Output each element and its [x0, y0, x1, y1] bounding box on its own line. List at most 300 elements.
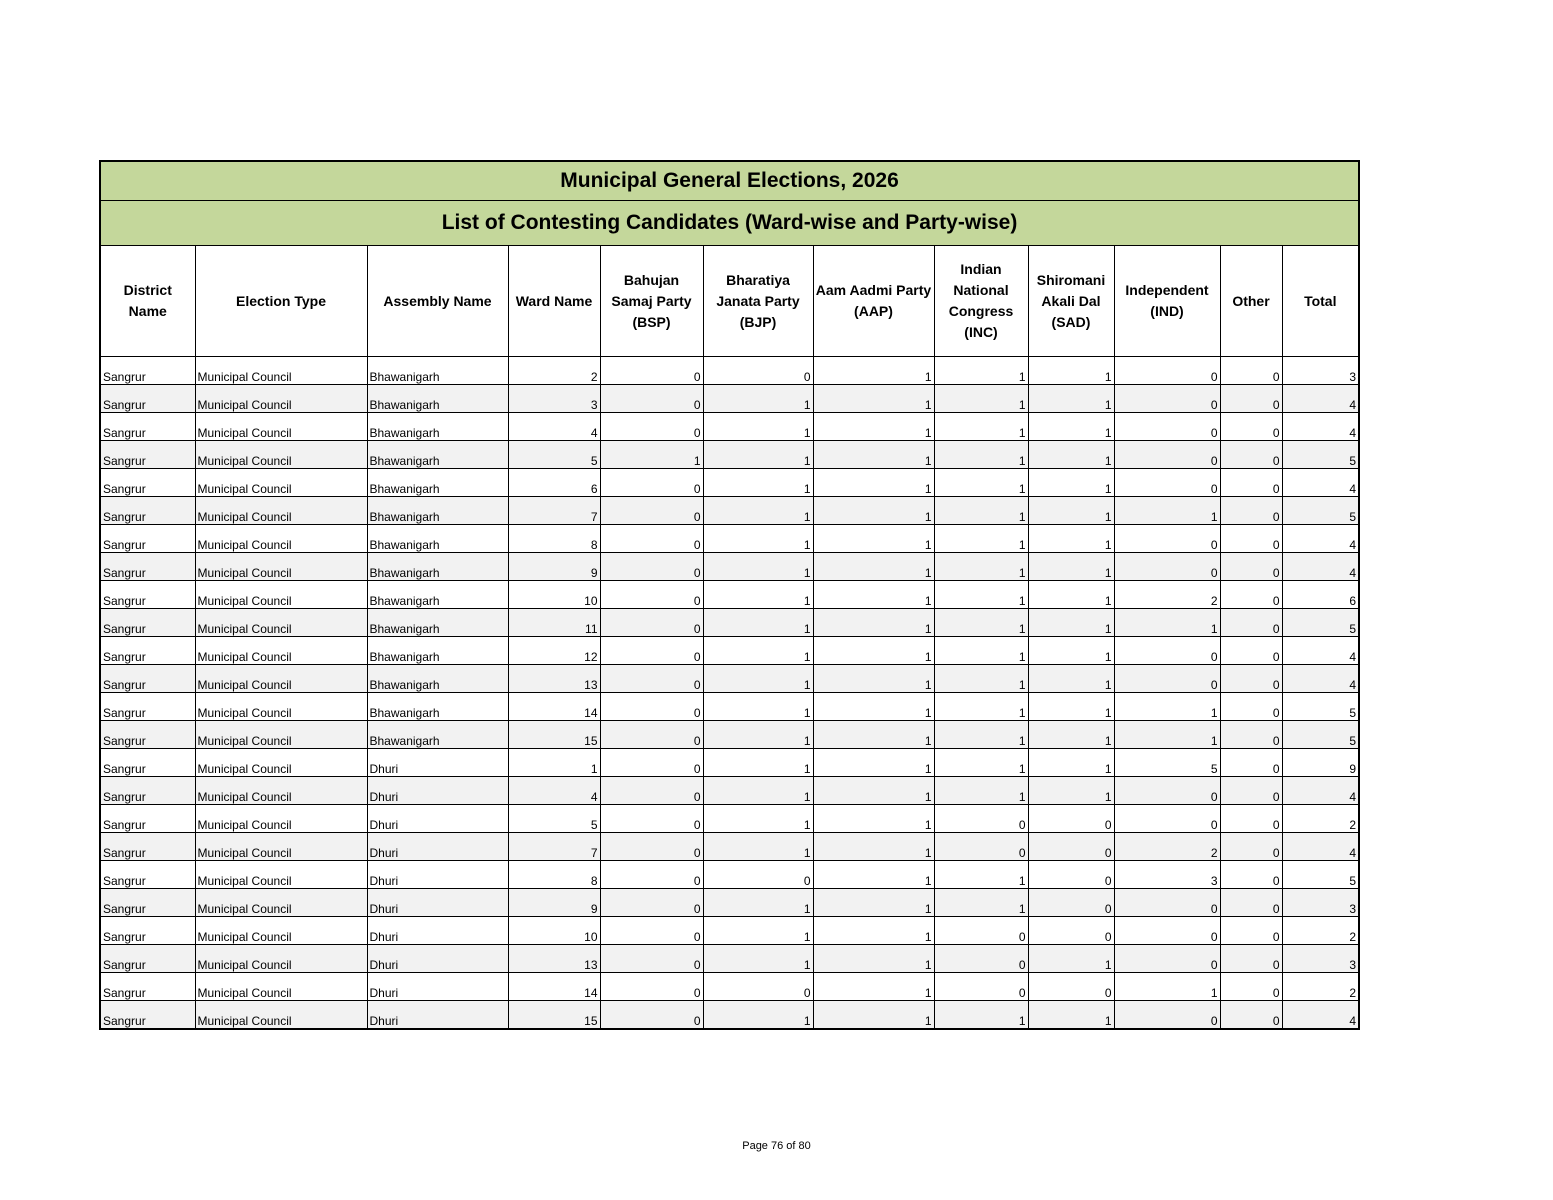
cell-assembly-name: Bhawanigarh	[367, 637, 508, 665]
cell-total-count: 5	[1282, 497, 1359, 525]
cell-aap-count: 1	[813, 693, 934, 721]
cell-election-type: Municipal Council	[195, 469, 367, 497]
cell-inc-count: 0	[934, 917, 1028, 945]
column-header-inc: Indian National Congress (INC)	[934, 246, 1028, 357]
cell-ind-count: 1	[1114, 497, 1220, 525]
cell-total-count: 9	[1282, 749, 1359, 777]
cell-assembly-name: Bhawanigarh	[367, 357, 508, 385]
cell-total-count: 2	[1282, 973, 1359, 1001]
cell-ward-name: 4	[508, 777, 600, 805]
table-row	[100, 413, 1359, 441]
cell-bsp-count: 0	[600, 553, 703, 581]
cell-total-count: 4	[1282, 469, 1359, 497]
table-row	[100, 1001, 1359, 1030]
cell-election-type: Municipal Council	[195, 889, 367, 917]
cell-district-name: Sangrur	[100, 665, 195, 693]
cell-ind-count: 0	[1114, 469, 1220, 497]
cell-bjp-count: 1	[703, 721, 813, 749]
cell-assembly-name: Bhawanigarh	[367, 497, 508, 525]
cell-district-name: Sangrur	[100, 497, 195, 525]
cell-aap-count: 1	[813, 973, 934, 1001]
cell-election-type: Municipal Council	[195, 917, 367, 945]
cell-election-type: Municipal Council	[195, 749, 367, 777]
table-row	[100, 553, 1359, 581]
cell-ward-name: 8	[508, 861, 600, 889]
cell-aap-count: 1	[813, 581, 934, 609]
cell-total-count: 4	[1282, 637, 1359, 665]
cell-district-name: Sangrur	[100, 413, 195, 441]
cell-other-count: 0	[1220, 973, 1282, 1001]
cell-election-type: Municipal Council	[195, 581, 367, 609]
cell-assembly-name: Bhawanigarh	[367, 441, 508, 469]
cell-district-name: Sangrur	[100, 777, 195, 805]
cell-aap-count: 1	[813, 805, 934, 833]
cell-bsp-count: 1	[600, 441, 703, 469]
cell-ind-count: 0	[1114, 945, 1220, 973]
cell-total-count: 5	[1282, 693, 1359, 721]
page-title: Municipal General Elections, 2026	[100, 161, 1359, 201]
cell-other-count: 0	[1220, 357, 1282, 385]
cell-bsp-count: 0	[600, 469, 703, 497]
page-subtitle: List of Contesting Candidates (Ward-wise and Party-wise)	[100, 201, 1359, 246]
cell-election-type: Municipal Council	[195, 497, 367, 525]
table-row	[100, 973, 1359, 1001]
cell-inc-count: 1	[934, 777, 1028, 805]
cell-ind-count: 2	[1114, 833, 1220, 861]
cell-ind-count: 1	[1114, 609, 1220, 637]
cell-district-name: Sangrur	[100, 637, 195, 665]
cell-bjp-count: 1	[703, 469, 813, 497]
cell-other-count: 0	[1220, 749, 1282, 777]
cell-bjp-count: 1	[703, 917, 813, 945]
cell-inc-count: 1	[934, 693, 1028, 721]
cell-bsp-count: 0	[600, 861, 703, 889]
table-row	[100, 665, 1359, 693]
cell-inc-count: 1	[934, 721, 1028, 749]
cell-assembly-name: Bhawanigarh	[367, 609, 508, 637]
cell-other-count: 0	[1220, 469, 1282, 497]
cell-ward-name: 11	[508, 609, 600, 637]
table-row	[100, 889, 1359, 917]
cell-ind-count: 0	[1114, 665, 1220, 693]
cell-election-type: Municipal Council	[195, 1001, 367, 1030]
column-header-bsp: Bahujan Samaj Party (BSP)	[600, 246, 703, 357]
cell-other-count: 0	[1220, 609, 1282, 637]
cell-bsp-count: 0	[600, 581, 703, 609]
cell-assembly-name: Dhuri	[367, 777, 508, 805]
cell-aap-count: 1	[813, 413, 934, 441]
cell-bjp-count: 1	[703, 525, 813, 553]
cell-election-type: Municipal Council	[195, 525, 367, 553]
cell-district-name: Sangrur	[100, 833, 195, 861]
cell-ind-count: 0	[1114, 357, 1220, 385]
cell-sad-count: 0	[1028, 833, 1114, 861]
cell-inc-count: 1	[934, 861, 1028, 889]
cell-assembly-name: Dhuri	[367, 889, 508, 917]
cell-ward-name: 10	[508, 917, 600, 945]
cell-district-name: Sangrur	[100, 749, 195, 777]
cell-election-type: Municipal Council	[195, 693, 367, 721]
cell-bjp-count: 1	[703, 553, 813, 581]
table-row	[100, 833, 1359, 861]
cell-total-count: 5	[1282, 609, 1359, 637]
cell-election-type: Municipal Council	[195, 833, 367, 861]
column-header-bjp: Bharatiya Janata Party (BJP)	[703, 246, 813, 357]
cell-ward-name: 5	[508, 805, 600, 833]
cell-district-name: Sangrur	[100, 861, 195, 889]
cell-bjp-count: 0	[703, 861, 813, 889]
cell-district-name: Sangrur	[100, 469, 195, 497]
cell-election-type: Municipal Council	[195, 609, 367, 637]
cell-bjp-count: 1	[703, 609, 813, 637]
cell-ind-count: 1	[1114, 973, 1220, 1001]
column-header-ind: Independent (IND)	[1114, 246, 1220, 357]
cell-ward-name: 9	[508, 889, 600, 917]
table-row	[100, 441, 1359, 469]
cell-bjp-count: 1	[703, 777, 813, 805]
cell-sad-count: 0	[1028, 805, 1114, 833]
cell-sad-count: 1	[1028, 777, 1114, 805]
cell-sad-count: 0	[1028, 861, 1114, 889]
table-row	[100, 805, 1359, 833]
cell-assembly-name: Dhuri	[367, 973, 508, 1001]
cell-ward-name: 12	[508, 637, 600, 665]
cell-aap-count: 1	[813, 749, 934, 777]
cell-ind-count: 0	[1114, 553, 1220, 581]
cell-other-count: 0	[1220, 945, 1282, 973]
cell-assembly-name: Bhawanigarh	[367, 721, 508, 749]
cell-inc-count: 1	[934, 441, 1028, 469]
cell-other-count: 0	[1220, 525, 1282, 553]
cell-ind-count: 0	[1114, 889, 1220, 917]
cell-election-type: Municipal Council	[195, 553, 367, 581]
cell-sad-count: 1	[1028, 945, 1114, 973]
cell-inc-count: 1	[934, 637, 1028, 665]
cell-election-type: Municipal Council	[195, 665, 367, 693]
cell-bsp-count: 0	[600, 637, 703, 665]
column-header-election-type: Election Type	[195, 246, 367, 357]
table-row	[100, 609, 1359, 637]
cell-ind-count: 1	[1114, 693, 1220, 721]
cell-aap-count: 1	[813, 945, 934, 973]
table-row	[100, 917, 1359, 945]
cell-sad-count: 1	[1028, 469, 1114, 497]
cell-sad-count: 1	[1028, 609, 1114, 637]
cell-inc-count: 1	[934, 665, 1028, 693]
cell-bsp-count: 0	[600, 917, 703, 945]
cell-bsp-count: 0	[600, 525, 703, 553]
cell-ind-count: 2	[1114, 581, 1220, 609]
column-header-sad: Shiromani Akali Dal (SAD)	[1028, 246, 1114, 357]
cell-election-type: Municipal Council	[195, 973, 367, 1001]
column-header-assembly-name: Assembly Name	[367, 246, 508, 357]
cell-bsp-count: 0	[600, 357, 703, 385]
cell-ind-count: 0	[1114, 1001, 1220, 1030]
cell-ind-count: 0	[1114, 441, 1220, 469]
cell-district-name: Sangrur	[100, 609, 195, 637]
cell-bjp-count: 0	[703, 973, 813, 1001]
table-row	[100, 469, 1359, 497]
table-row	[100, 581, 1359, 609]
cell-assembly-name: Dhuri	[367, 917, 508, 945]
cell-inc-count: 1	[934, 1001, 1028, 1030]
cell-bjp-count: 1	[703, 693, 813, 721]
cell-ward-name: 8	[508, 525, 600, 553]
cell-aap-count: 1	[813, 385, 934, 413]
cell-ward-name: 15	[508, 721, 600, 749]
cell-inc-count: 1	[934, 609, 1028, 637]
cell-ind-count: 0	[1114, 413, 1220, 441]
table-row	[100, 525, 1359, 553]
cell-district-name: Sangrur	[100, 581, 195, 609]
cell-assembly-name: Bhawanigarh	[367, 385, 508, 413]
cell-ind-count: 0	[1114, 805, 1220, 833]
cell-inc-count: 1	[934, 413, 1028, 441]
table-row	[100, 357, 1359, 385]
cell-aap-count: 1	[813, 609, 934, 637]
table-row	[100, 749, 1359, 777]
cell-ward-name: 10	[508, 581, 600, 609]
cell-aap-count: 1	[813, 357, 934, 385]
column-header-ward-name: Ward Name	[508, 246, 600, 357]
cell-election-type: Municipal Council	[195, 357, 367, 385]
cell-sad-count: 1	[1028, 665, 1114, 693]
cell-bjp-count: 1	[703, 665, 813, 693]
cell-other-count: 0	[1220, 1001, 1282, 1030]
cell-assembly-name: Dhuri	[367, 1001, 508, 1030]
cell-other-count: 0	[1220, 861, 1282, 889]
cell-aap-count: 1	[813, 1001, 934, 1030]
table-row	[100, 721, 1359, 749]
cell-other-count: 0	[1220, 693, 1282, 721]
cell-total-count: 4	[1282, 385, 1359, 413]
cell-ward-name: 14	[508, 693, 600, 721]
table-row	[100, 693, 1359, 721]
column-header-row	[100, 246, 1359, 357]
cell-bjp-count: 1	[703, 1001, 813, 1030]
table-row	[100, 637, 1359, 665]
cell-other-count: 0	[1220, 497, 1282, 525]
cell-sad-count: 1	[1028, 553, 1114, 581]
cell-bsp-count: 0	[600, 805, 703, 833]
cell-sad-count: 0	[1028, 917, 1114, 945]
cell-inc-count: 1	[934, 469, 1028, 497]
cell-district-name: Sangrur	[100, 945, 195, 973]
cell-district-name: Sangrur	[100, 693, 195, 721]
cell-inc-count: 0	[934, 973, 1028, 1001]
cell-aap-count: 1	[813, 889, 934, 917]
cell-district-name: Sangrur	[100, 973, 195, 1001]
cell-district-name: Sangrur	[100, 525, 195, 553]
cell-sad-count: 1	[1028, 525, 1114, 553]
cell-bjp-count: 1	[703, 833, 813, 861]
cell-inc-count: 1	[934, 749, 1028, 777]
cell-district-name: Sangrur	[100, 553, 195, 581]
cell-aap-count: 1	[813, 861, 934, 889]
table-body	[100, 357, 1359, 1030]
cell-aap-count: 1	[813, 777, 934, 805]
cell-total-count: 4	[1282, 525, 1359, 553]
cell-other-count: 0	[1220, 833, 1282, 861]
cell-bjp-count: 1	[703, 749, 813, 777]
cell-ind-count: 5	[1114, 749, 1220, 777]
cell-bsp-count: 0	[600, 1001, 703, 1030]
cell-other-count: 0	[1220, 889, 1282, 917]
cell-bjp-count: 0	[703, 357, 813, 385]
cell-bsp-count: 0	[600, 721, 703, 749]
cell-inc-count: 1	[934, 497, 1028, 525]
cell-assembly-name: Bhawanigarh	[367, 581, 508, 609]
table-row	[100, 497, 1359, 525]
cell-total-count: 5	[1282, 721, 1359, 749]
cell-aap-count: 1	[813, 833, 934, 861]
cell-district-name: Sangrur	[100, 385, 195, 413]
cell-sad-count: 1	[1028, 357, 1114, 385]
cell-other-count: 0	[1220, 917, 1282, 945]
cell-aap-count: 1	[813, 917, 934, 945]
cell-aap-count: 1	[813, 637, 934, 665]
cell-total-count: 3	[1282, 945, 1359, 973]
cell-ward-name: 15	[508, 1001, 600, 1030]
cell-district-name: Sangrur	[100, 917, 195, 945]
cell-total-count: 2	[1282, 917, 1359, 945]
cell-total-count: 5	[1282, 441, 1359, 469]
cell-total-count: 4	[1282, 665, 1359, 693]
cell-bsp-count: 0	[600, 777, 703, 805]
cell-election-type: Municipal Council	[195, 637, 367, 665]
cell-sad-count: 1	[1028, 497, 1114, 525]
cell-other-count: 0	[1220, 777, 1282, 805]
cell-sad-count: 0	[1028, 973, 1114, 1001]
cell-other-count: 0	[1220, 581, 1282, 609]
cell-ind-count: 0	[1114, 777, 1220, 805]
cell-assembly-name: Bhawanigarh	[367, 693, 508, 721]
cell-ward-name: 5	[508, 441, 600, 469]
cell-total-count: 2	[1282, 805, 1359, 833]
cell-bsp-count: 0	[600, 749, 703, 777]
cell-bjp-count: 1	[703, 385, 813, 413]
cell-assembly-name: Dhuri	[367, 945, 508, 973]
cell-bsp-count: 0	[600, 973, 703, 1001]
cell-other-count: 0	[1220, 553, 1282, 581]
column-header-other: Other	[1220, 246, 1282, 357]
cell-bsp-count: 0	[600, 385, 703, 413]
cell-ind-count: 0	[1114, 637, 1220, 665]
cell-ind-count: 3	[1114, 861, 1220, 889]
cell-election-type: Municipal Council	[195, 441, 367, 469]
cell-district-name: Sangrur	[100, 441, 195, 469]
cell-other-count: 0	[1220, 413, 1282, 441]
cell-inc-count: 1	[934, 357, 1028, 385]
cell-sad-count: 1	[1028, 749, 1114, 777]
cell-district-name: Sangrur	[100, 889, 195, 917]
cell-inc-count: 0	[934, 833, 1028, 861]
cell-inc-count: 0	[934, 945, 1028, 973]
cell-other-count: 0	[1220, 441, 1282, 469]
page-number: Page 76 of 80	[742, 1140, 811, 1152]
cell-bsp-count: 0	[600, 889, 703, 917]
cell-ward-name: 6	[508, 469, 600, 497]
cell-ind-count: 1	[1114, 721, 1220, 749]
cell-assembly-name: Bhawanigarh	[367, 413, 508, 441]
cell-bjp-count: 1	[703, 497, 813, 525]
cell-assembly-name: Dhuri	[367, 805, 508, 833]
cell-aap-count: 1	[813, 497, 934, 525]
cell-bsp-count: 0	[600, 945, 703, 973]
cell-assembly-name: Dhuri	[367, 749, 508, 777]
cell-bsp-count: 0	[600, 833, 703, 861]
cell-total-count: 6	[1282, 581, 1359, 609]
cell-ward-name: 9	[508, 553, 600, 581]
cell-election-type: Municipal Council	[195, 861, 367, 889]
cell-assembly-name: Bhawanigarh	[367, 665, 508, 693]
cell-bjp-count: 1	[703, 805, 813, 833]
cell-total-count: 4	[1282, 1001, 1359, 1030]
cell-aap-count: 1	[813, 525, 934, 553]
cell-ind-count: 0	[1114, 917, 1220, 945]
column-header-district-name: District Name	[100, 246, 195, 357]
cell-ind-count: 0	[1114, 385, 1220, 413]
cell-election-type: Municipal Council	[195, 721, 367, 749]
table-row	[100, 385, 1359, 413]
cell-district-name: Sangrur	[100, 805, 195, 833]
cell-aap-count: 1	[813, 469, 934, 497]
cell-other-count: 0	[1220, 637, 1282, 665]
cell-sad-count: 1	[1028, 637, 1114, 665]
cell-sad-count: 1	[1028, 581, 1114, 609]
cell-sad-count: 1	[1028, 1001, 1114, 1030]
cell-inc-count: 1	[934, 553, 1028, 581]
table-row	[100, 945, 1359, 973]
cell-bsp-count: 0	[600, 497, 703, 525]
candidates-table	[99, 160, 1360, 1030]
cell-aap-count: 1	[813, 665, 934, 693]
cell-sad-count: 1	[1028, 693, 1114, 721]
cell-total-count: 3	[1282, 357, 1359, 385]
cell-sad-count: 0	[1028, 889, 1114, 917]
cell-assembly-name: Bhawanigarh	[367, 553, 508, 581]
cell-election-type: Municipal Council	[195, 777, 367, 805]
cell-bjp-count: 1	[703, 945, 813, 973]
cell-bsp-count: 0	[600, 609, 703, 637]
cell-ward-name: 3	[508, 385, 600, 413]
column-header-total: Total	[1282, 246, 1359, 357]
cell-other-count: 0	[1220, 665, 1282, 693]
cell-election-type: Municipal Council	[195, 805, 367, 833]
cell-bjp-count: 1	[703, 581, 813, 609]
cell-other-count: 0	[1220, 385, 1282, 413]
cell-ward-name: 4	[508, 413, 600, 441]
cell-ward-name: 1	[508, 749, 600, 777]
cell-ward-name: 14	[508, 973, 600, 1001]
table-row	[100, 777, 1359, 805]
cell-sad-count: 1	[1028, 413, 1114, 441]
cell-inc-count: 0	[934, 805, 1028, 833]
cell-ward-name: 13	[508, 945, 600, 973]
cell-election-type: Municipal Council	[195, 413, 367, 441]
cell-assembly-name: Bhawanigarh	[367, 525, 508, 553]
cell-ward-name: 7	[508, 497, 600, 525]
cell-other-count: 0	[1220, 721, 1282, 749]
cell-bsp-count: 0	[600, 665, 703, 693]
cell-district-name: Sangrur	[100, 357, 195, 385]
cell-sad-count: 1	[1028, 385, 1114, 413]
cell-bsp-count: 0	[600, 693, 703, 721]
table-row	[100, 861, 1359, 889]
cell-assembly-name: Dhuri	[367, 861, 508, 889]
cell-other-count: 0	[1220, 805, 1282, 833]
cell-assembly-name: Dhuri	[367, 833, 508, 861]
